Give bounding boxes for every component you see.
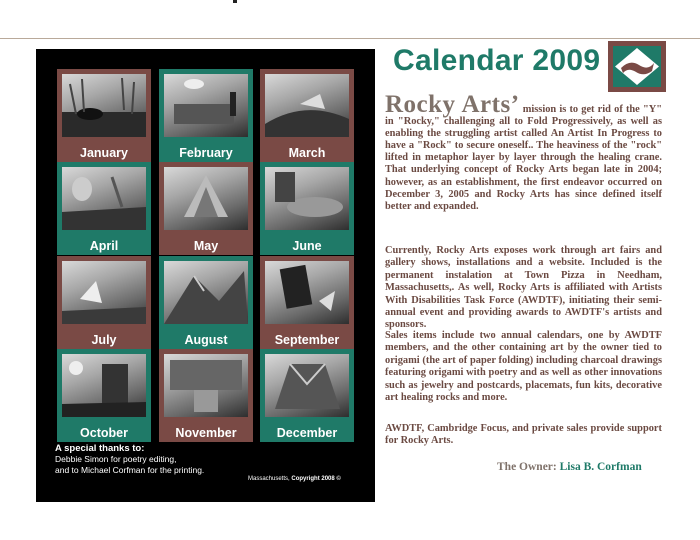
month-artwork <box>62 167 146 230</box>
month-label: February <box>179 146 233 160</box>
month-label: September <box>274 333 340 347</box>
sales-paragraph: Sales items include two annual calendars, one by AWDTF members, and the other containing art by the owner tied to origami (the art of paper folding) including charcoal drawings featuring origami with poetry and as well as other innovations such as jewelry and postcards, placemats, fun kits, decorative art healing rocks and more. <box>385 330 662 404</box>
calendar-title: Calendar 2009 <box>393 44 601 77</box>
month-label: December <box>276 426 338 440</box>
support-paragraph: AWDTF, Cambridge Focus, and private sales provide support for Rocky Arts. <box>385 423 662 447</box>
month-tile-september <box>260 256 354 349</box>
month-label: May <box>193 239 219 253</box>
thanks-title: A special thanks to: <box>55 443 145 454</box>
month-artwork <box>62 354 146 417</box>
top-divider <box>0 38 700 39</box>
month-label: August <box>184 333 228 347</box>
exposure-paragraph: Currently, Rocky Arts exposes work through art fairs and gallery shows, installations and a website. Included is the permanent instalation at Town Pizza in Needham, Massachusetts,. As well, Rocky Arts is affiliated with Artists With Disabilities Task Force (AWDTF), initiating their semi-annual event and providing awards to AWDTF's artists and sponsors. <box>385 245 662 331</box>
month-tile-february <box>159 69 253 162</box>
thanks-line-2: and to Michael Corfman for the printing. <box>55 465 205 475</box>
brand-name: Rocky Arts’ <box>385 91 520 118</box>
month-artwork <box>164 167 248 230</box>
month-tile-april <box>57 162 151 255</box>
month-artwork <box>265 74 349 137</box>
month-artwork <box>164 74 248 137</box>
month-artwork <box>62 74 146 137</box>
thanks-line-1: Debbie Simon for poetry editing, <box>55 454 177 464</box>
month-tile-july <box>57 256 151 349</box>
month-artwork <box>164 261 248 324</box>
month-artwork <box>265 261 349 324</box>
month-label: July <box>91 333 117 347</box>
month-tile-may <box>159 162 253 255</box>
month-label: January <box>80 146 128 160</box>
month-artwork <box>164 354 248 417</box>
mission-text: mission is to get rid of the "Y" in "Rocky," challenging all to Fold Progressively, as well as enabling the struggling artist called An Artist In Progress to have a "Rock" to secure oneself.. The heaviness of the "rock" lifted in metaphor layer by layer through the healing crane. That underlying concept of Rocky Arts began late in 2004; however, as an establishment, the first endeavor occurred on December 3, 2005 and Rocky Arts has since defined itself better and expanded. <box>385 104 662 212</box>
month-tile-march <box>260 69 354 162</box>
owner-line <box>497 461 642 473</box>
top-mark <box>233 0 237 3</box>
month-tile-december <box>260 349 354 442</box>
calendar-poster <box>36 49 375 502</box>
month-tile-october <box>57 349 151 442</box>
month-tile-june <box>260 162 354 255</box>
copyright-text: Copyright 2008 © <box>291 476 341 482</box>
month-tile-november <box>159 349 253 442</box>
month-label: April <box>89 239 119 253</box>
rocky-arts-logo-icon <box>608 41 666 92</box>
month-label: November <box>175 426 237 440</box>
month-artwork <box>265 354 349 417</box>
month-tile-august <box>159 256 253 349</box>
owner-label: The Owner: <box>497 461 557 473</box>
mission-paragraph <box>385 91 662 213</box>
month-artwork <box>62 261 146 324</box>
owner-name: Lisa B. Corfman <box>559 461 642 473</box>
month-label: October <box>80 426 128 440</box>
month-label: March <box>288 146 326 160</box>
month-label: June <box>292 239 322 253</box>
copyright-place: Massachusetts, <box>248 476 292 482</box>
month-tile-january <box>57 69 151 162</box>
copyright-notice <box>248 476 341 482</box>
month-artwork <box>265 167 349 230</box>
